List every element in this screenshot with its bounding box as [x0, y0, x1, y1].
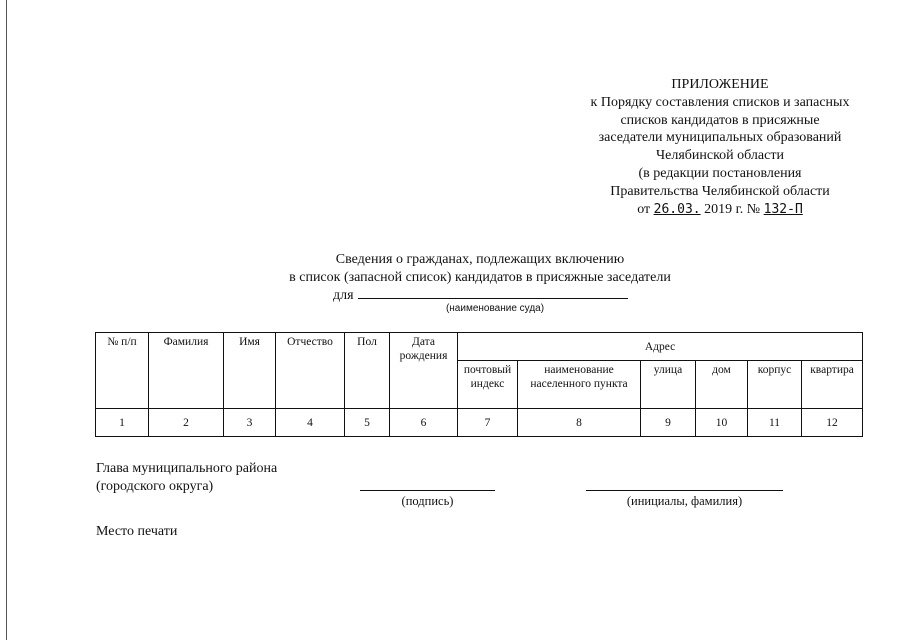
decree-date-line: [570, 201, 870, 219]
column-number: 7: [458, 409, 518, 437]
column-number: 9: [641, 409, 696, 437]
name-blank: [586, 489, 783, 491]
court-caption: (наименование суда): [445, 303, 545, 314]
header-birth-date: Дата рождения: [390, 333, 458, 409]
appendix-line: (в редакции постановления: [638, 165, 802, 181]
signature-blank: [360, 489, 495, 491]
header-num: № п/п: [96, 333, 149, 409]
column-number: 6: [390, 409, 458, 437]
form-title-line1: Сведения о гражданах, подлежащих включению: [335, 252, 625, 267]
appendix-line: списков кандидатов в присяжные: [620, 112, 820, 128]
header-locality: наименование населенного пункта: [518, 361, 641, 409]
header-street: улица: [641, 361, 696, 409]
header-name: Имя: [224, 333, 276, 409]
column-number: 3: [224, 409, 276, 437]
column-number: 12: [802, 409, 863, 437]
column-number: 11: [748, 409, 802, 437]
column-number: 2: [149, 409, 224, 437]
column-number: 8: [518, 409, 641, 437]
seal-place: Место печати: [96, 524, 178, 539]
form-title-line2: в список (запасной список) кандидатов в присяжные заседатели: [289, 269, 671, 285]
column-number-row: [96, 409, 863, 437]
header-building: корпус: [748, 361, 802, 409]
year-text: 2019 г. №: [704, 201, 761, 217]
appendix-line: Правительства Челябинской области: [610, 183, 830, 199]
column-number: 4: [276, 409, 345, 437]
column-number: 5: [345, 409, 390, 437]
name-caption: (инициалы, фамилия): [626, 494, 743, 508]
header-surname: Фамилия: [149, 333, 224, 409]
decree-date: 26.03.: [653, 201, 701, 217]
page-edge: [6, 0, 7, 640]
column-number: 10: [696, 409, 748, 437]
appendix-header: [570, 76, 870, 218]
head-title: [96, 460, 277, 496]
for-label: для: [333, 288, 354, 303]
appendix-line: Челябинской области: [656, 148, 784, 164]
citizens-table: [95, 332, 863, 437]
appendix-line: заседатели муниципальных образований: [598, 130, 842, 146]
court-name-blank: [358, 286, 628, 299]
appendix-title: ПРИЛОЖЕНИЕ: [671, 77, 769, 92]
form-title: [200, 251, 760, 286]
date-prefix: от: [637, 201, 651, 217]
header-patronymic: Отчество: [276, 333, 345, 409]
header-house: дом: [696, 361, 748, 409]
signature-caption: (подпись): [401, 494, 454, 508]
header-sex: Пол: [345, 333, 390, 409]
head-title-line2: (городского округа): [96, 479, 214, 494]
column-number: 1: [96, 409, 149, 437]
header-apartment: квартира: [802, 361, 863, 409]
appendix-line: к Порядку составления списков и запасных: [590, 94, 850, 110]
head-title-line1: Глава муниципального района: [96, 461, 278, 476]
header-postal-code: почтовый индекс: [458, 361, 518, 409]
header-address: Адрес: [458, 333, 863, 361]
decree-number: 132-П: [763, 201, 803, 217]
court-line: [333, 286, 628, 304]
